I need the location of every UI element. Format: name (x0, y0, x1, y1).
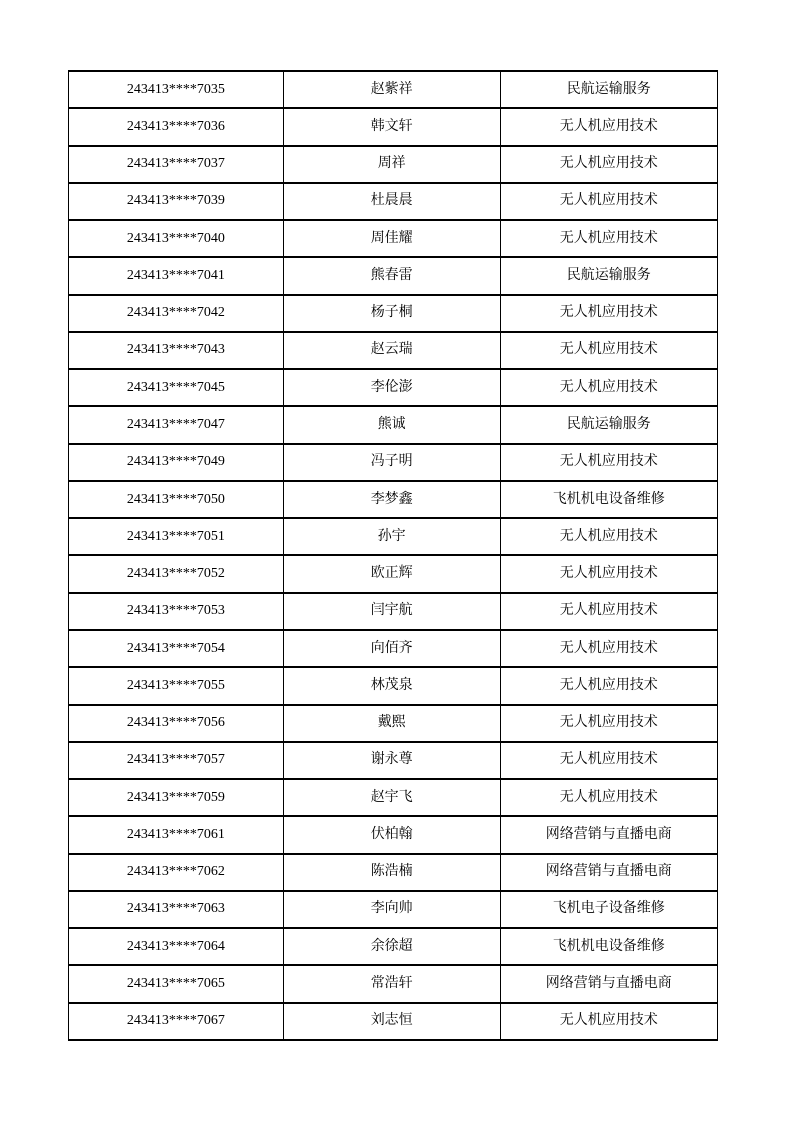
cell-major: 无人机应用技术 (500, 183, 717, 220)
cell-name: 余徐超 (283, 928, 500, 965)
cell-name: 杜晨晨 (283, 183, 500, 220)
cell-major: 无人机应用技术 (500, 518, 717, 555)
cell-name: 孙宇 (283, 518, 500, 555)
table-row (69, 555, 718, 592)
cell-name: 李伦澎 (283, 369, 500, 406)
table-row (69, 667, 718, 704)
cell-major: 民航运输服务 (500, 71, 717, 108)
table-row (69, 444, 718, 481)
table-row (69, 518, 718, 555)
table-row (69, 71, 718, 108)
cell-id: 243413****7055 (69, 667, 284, 704)
table-row (69, 816, 718, 853)
cell-name: 杨子桐 (283, 295, 500, 332)
cell-id: 243413****7061 (69, 816, 284, 853)
cell-id: 243413****7042 (69, 295, 284, 332)
cell-major: 无人机应用技术 (500, 779, 717, 816)
table-row (69, 854, 718, 891)
table-row (69, 928, 718, 965)
cell-major: 网络营销与直播电商 (500, 854, 717, 891)
cell-id: 243413****7053 (69, 593, 284, 630)
table-row (69, 742, 718, 779)
cell-name: 冯子明 (283, 444, 500, 481)
cell-id: 243413****7050 (69, 481, 284, 518)
cell-id: 243413****7041 (69, 257, 284, 294)
cell-major: 飞机机电设备维修 (500, 481, 717, 518)
table-row (69, 332, 718, 369)
cell-name: 李向帅 (283, 891, 500, 928)
cell-major: 无人机应用技术 (500, 593, 717, 630)
cell-id: 243413****7065 (69, 965, 284, 1002)
cell-major: 无人机应用技术 (500, 555, 717, 592)
student-table-body (69, 71, 718, 1040)
cell-id: 243413****7057 (69, 742, 284, 779)
table-row (69, 630, 718, 667)
cell-id: 243413****7045 (69, 369, 284, 406)
cell-id: 243413****7040 (69, 220, 284, 257)
cell-id: 243413****7067 (69, 1003, 284, 1040)
cell-major: 民航运输服务 (500, 406, 717, 443)
cell-major: 民航运输服务 (500, 257, 717, 294)
table-row (69, 705, 718, 742)
table-row (69, 481, 718, 518)
table-row (69, 1003, 718, 1040)
cell-major: 无人机应用技术 (500, 146, 717, 183)
cell-name: 刘志恒 (283, 1003, 500, 1040)
cell-id: 243413****7054 (69, 630, 284, 667)
table-row (69, 108, 718, 145)
cell-id: 243413****7036 (69, 108, 284, 145)
cell-name: 赵云瑞 (283, 332, 500, 369)
cell-major: 无人机应用技术 (500, 220, 717, 257)
cell-id: 243413****7037 (69, 146, 284, 183)
cell-major: 无人机应用技术 (500, 630, 717, 667)
cell-id: 243413****7047 (69, 406, 284, 443)
cell-name: 常浩轩 (283, 965, 500, 1002)
cell-major: 无人机应用技术 (500, 369, 717, 406)
cell-id: 243413****7062 (69, 854, 284, 891)
cell-name: 戴熙 (283, 705, 500, 742)
cell-name: 熊春雷 (283, 257, 500, 294)
table-row (69, 220, 718, 257)
cell-name: 向佰齐 (283, 630, 500, 667)
table-row (69, 257, 718, 294)
cell-major: 飞机机电设备维修 (500, 928, 717, 965)
cell-major: 无人机应用技术 (500, 705, 717, 742)
cell-name: 赵宇飞 (283, 779, 500, 816)
cell-name: 陈浩楠 (283, 854, 500, 891)
cell-id: 243413****7059 (69, 779, 284, 816)
cell-major: 无人机应用技术 (500, 667, 717, 704)
cell-name: 熊诚 (283, 406, 500, 443)
cell-name: 闫宇航 (283, 593, 500, 630)
cell-name: 林茂泉 (283, 667, 500, 704)
cell-id: 243413****7056 (69, 705, 284, 742)
cell-major: 无人机应用技术 (500, 444, 717, 481)
cell-major: 无人机应用技术 (500, 1003, 717, 1040)
cell-id: 243413****7035 (69, 71, 284, 108)
cell-name: 谢永尊 (283, 742, 500, 779)
student-table (68, 70, 718, 1041)
cell-id: 243413****7049 (69, 444, 284, 481)
cell-name: 欧正辉 (283, 555, 500, 592)
cell-id: 243413****7039 (69, 183, 284, 220)
table-row (69, 146, 718, 183)
cell-name: 周祥 (283, 146, 500, 183)
table-row (69, 593, 718, 630)
table-row (69, 406, 718, 443)
cell-major: 无人机应用技术 (500, 108, 717, 145)
cell-id: 243413****7043 (69, 332, 284, 369)
table-row (69, 183, 718, 220)
cell-id: 243413****7064 (69, 928, 284, 965)
cell-name: 李梦鑫 (283, 481, 500, 518)
cell-major: 无人机应用技术 (500, 295, 717, 332)
cell-major: 无人机应用技术 (500, 742, 717, 779)
cell-name: 赵紫祥 (283, 71, 500, 108)
table-row (69, 891, 718, 928)
table-row (69, 779, 718, 816)
cell-id: 243413****7051 (69, 518, 284, 555)
cell-id: 243413****7052 (69, 555, 284, 592)
cell-name: 周佳耀 (283, 220, 500, 257)
table-row (69, 965, 718, 1002)
cell-name: 伏柏翰 (283, 816, 500, 853)
cell-major: 飞机电子设备维修 (500, 891, 717, 928)
cell-major: 网络营销与直播电商 (500, 965, 717, 1002)
cell-name: 韩文轩 (283, 108, 500, 145)
table-row (69, 295, 718, 332)
cell-major: 无人机应用技术 (500, 332, 717, 369)
table-row (69, 369, 718, 406)
cell-major: 网络营销与直播电商 (500, 816, 717, 853)
cell-id: 243413****7063 (69, 891, 284, 928)
